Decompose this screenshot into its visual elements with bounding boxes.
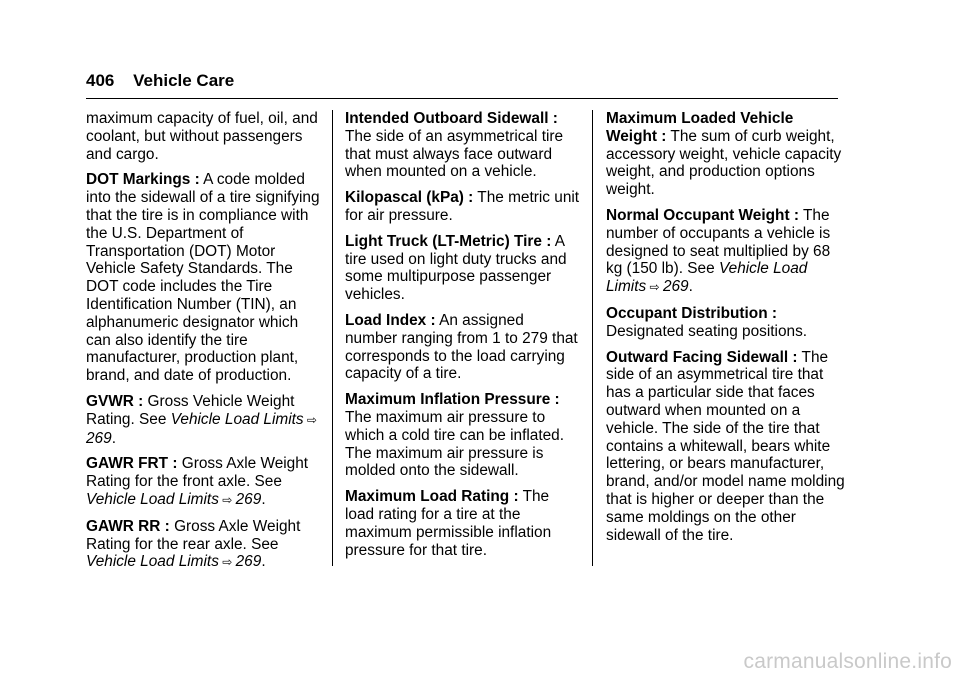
term-definition: The number of occupants a vehicle is designed to seat multiplied by 68 kg (150 lb). See	[606, 206, 831, 278]
glossary-term: Normal Occupant Weight :	[606, 206, 799, 224]
entry-gvwr	[86, 393, 322, 447]
term-definition: Gross Vehicle Weight Rating. See	[86, 392, 295, 428]
cross-reference[interactable]	[86, 491, 261, 508]
glossary-term: DOT Markings :	[86, 171, 200, 189]
entry-maximum-loaded-vehicle-weight	[606, 110, 846, 199]
cross-reference-title: Vehicle Load Limits	[170, 410, 304, 428]
term-definition: The metric unit for air pressure.	[345, 189, 580, 224]
cross-reference-page: 269	[662, 278, 689, 296]
entry-light-truck-lt-metric-tire	[345, 233, 580, 304]
term-definition: The load rating for a tire at the maximum permissible inflation pressure for that tire.	[345, 488, 552, 559]
entry-intended-outboard-sidewall	[345, 110, 580, 181]
column-1	[86, 110, 322, 580]
cross-reference-page: 269	[86, 429, 112, 447]
glossary-term: Kilopascal (kPa) :	[345, 189, 474, 207]
term-definition: Designated seating positions.	[606, 322, 808, 340]
glossary-term: Load Index :	[345, 311, 436, 329]
column-3	[606, 110, 846, 552]
glossary-term: Maximum Inflation Pressure :	[345, 391, 560, 409]
cross-reference-page: 269	[235, 553, 262, 571]
section-title: Vehicle Care	[133, 71, 235, 90]
glossary-term: Maximum Loaded Vehicle Weight :	[606, 110, 794, 145]
term-definition: An assigned number ranging from 1 to 279 that corresponds to the load carrying capacity of a tire.	[345, 311, 578, 383]
entry-occupant-distribution	[606, 305, 846, 341]
entry-kilopascal-kpa	[345, 189, 580, 225]
glossary-term: GAWR RR :	[86, 517, 170, 535]
glossary-term: GVWR :	[86, 392, 144, 410]
term-definition: The sum of curb weight, accessory weight, vehicle capacity weight, and production options weight.	[606, 127, 842, 199]
page-arrow-icon: ⇨	[218, 555, 236, 570]
glossary-term: Outward Facing Sidewall :	[606, 348, 798, 366]
watermark: carmanualsonline.info	[743, 650, 952, 673]
page-arrow-icon: ⇨	[646, 280, 663, 295]
entry-maximum-inflation-pressure	[345, 391, 580, 480]
cross-reference-title: Vehicle Load Limits	[86, 490, 219, 508]
glossary-term: Light Truck (LT-Metric) Tire :	[345, 232, 552, 250]
entry-dot-markings	[86, 171, 322, 385]
page-arrow-icon: ⇨	[218, 492, 236, 507]
sentence-end: .	[111, 429, 116, 447]
sentence-end: .	[261, 490, 266, 508]
entry-gawr-rr	[86, 518, 322, 572]
column-2	[345, 110, 580, 567]
entry-load-index	[345, 312, 580, 383]
sentence-end: .	[688, 278, 693, 296]
cross-reference-page: 269	[235, 490, 262, 508]
term-definition: The side of an asymmetrical tire that has a particular side that faces outward when mounted on a vehicle. The side of the tire that contains a whitewall, bears white lettering, or bears manufacturer, brand, and/or model name molding that is higher or deeper than the same moldings on the other sidewall of the tire.	[606, 348, 845, 544]
term-definition: A code molded into the sidewall of a tire signifying that the tire is in compliance with the U.S. Department of Transportation (DOT) Motor Vehicle Safety Standards. The DOT code includes the Tire Identification Number (TIN), an alphanumeric designator which can also identify the tire manufacturer, production plant, brand, and date of production.	[86, 171, 320, 385]
term-definition: maximum capacity of fuel, oil, and coolant, but without passengers and cargo.	[86, 110, 318, 163]
sentence-end: .	[261, 553, 266, 571]
column-divider-1	[332, 110, 333, 566]
glossary-term: Occupant Distribution :	[606, 304, 778, 322]
entry-continued	[86, 110, 322, 163]
entry-normal-occupant-weight	[606, 207, 846, 297]
term-definition: The side of an asymmetrical tire that must always face outward when mounted on a vehicle.	[345, 127, 564, 181]
term-definition: The maximum air pressure to which a cold tire can be inflated. The maximum air pressure is molded onto the sidewall.	[345, 408, 565, 480]
entry-maximum-load-rating	[345, 488, 580, 559]
cross-reference[interactable]	[86, 553, 261, 570]
cross-reference-title: Vehicle Load Limits	[86, 553, 219, 571]
glossary-term: GAWR FRT :	[86, 455, 178, 473]
term-definition: Gross Axle Weight Rating for the front axle. See	[86, 455, 309, 491]
glossary-term: Maximum Load Rating :	[345, 488, 519, 506]
page-header	[86, 70, 234, 92]
header-rule	[86, 98, 838, 99]
entry-gawr-frt	[86, 455, 322, 509]
term-definition: Gross Axle Weight Rating for the rear axle. See	[86, 517, 301, 553]
glossary-term: Intended Outboard Sidewall :	[345, 110, 558, 127]
cross-reference-title: Vehicle Load Limits	[606, 260, 808, 296]
page-number: 406	[86, 71, 115, 90]
page-arrow-icon: ⇨	[303, 412, 317, 427]
column-divider-2	[592, 110, 593, 566]
entry-outward-facing-sidewall	[606, 349, 846, 545]
term-definition: A tire used on light duty trucks and some multipurpose passenger vehicles.	[345, 232, 567, 304]
